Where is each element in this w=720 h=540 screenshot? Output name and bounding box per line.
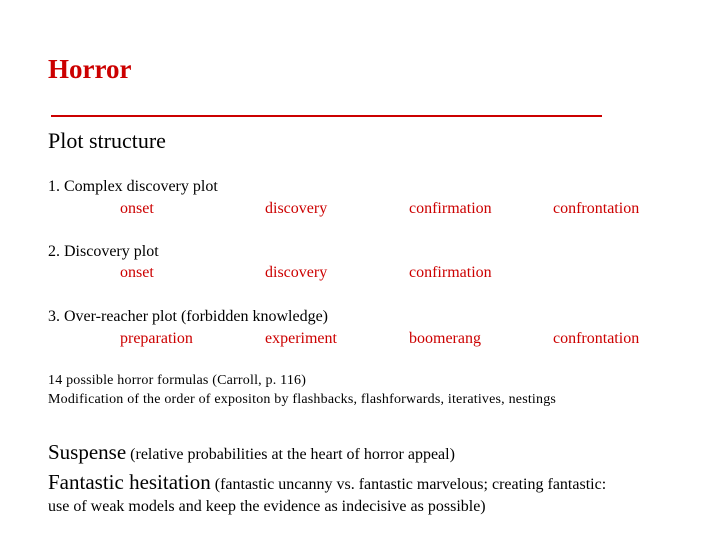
plot-label-over-reacher: 3. Over-reacher plot (forbidden knowledge)	[48, 308, 329, 325]
slide-title: Horror	[48, 54, 132, 84]
title-underline	[51, 115, 602, 117]
stage-confrontation: confrontation	[553, 330, 640, 347]
slide-subtitle: Plot structure	[48, 128, 166, 153]
stage-discovery: discovery	[265, 200, 328, 217]
stage-confrontation: confrontation	[553, 200, 640, 217]
stage-confirmation: confirmation	[409, 264, 492, 281]
stage-experiment: experiment	[265, 330, 337, 347]
stage-discovery: discovery	[265, 264, 328, 281]
fantastic-line	[48, 470, 606, 495]
suspense-term: Suspense	[48, 440, 127, 464]
stage-preparation: preparation	[120, 330, 193, 347]
stage-boomerang: boomerang	[409, 330, 481, 347]
suspense-line	[48, 440, 455, 465]
plot-label-discovery: 2. Discovery plot	[48, 243, 159, 260]
suspense-detail: (relative probabilities at the heart of horror appeal)	[130, 446, 455, 463]
fantastic-continuation: use of weak models and keep the evidence as indecisive as possible)	[48, 498, 486, 515]
stage-onset: onset	[120, 200, 154, 217]
fantastic-term: Fantastic hesitation	[48, 470, 211, 494]
fantastic-detail: (fantastic uncanny vs. fantastic marvelous; creating fantastic:	[214, 476, 607, 493]
note-horror-formulas: 14 possible horror formulas (Carroll, p. 116)	[48, 373, 307, 388]
stage-onset: onset	[120, 264, 154, 281]
plot-label-complex-discovery: 1. Complex discovery plot	[48, 178, 218, 195]
note-exposition-order: Modification of the order of expositon by flashbacks, flashforwards, iteratives, nestings	[48, 392, 557, 407]
stage-confirmation: confirmation	[409, 200, 492, 217]
